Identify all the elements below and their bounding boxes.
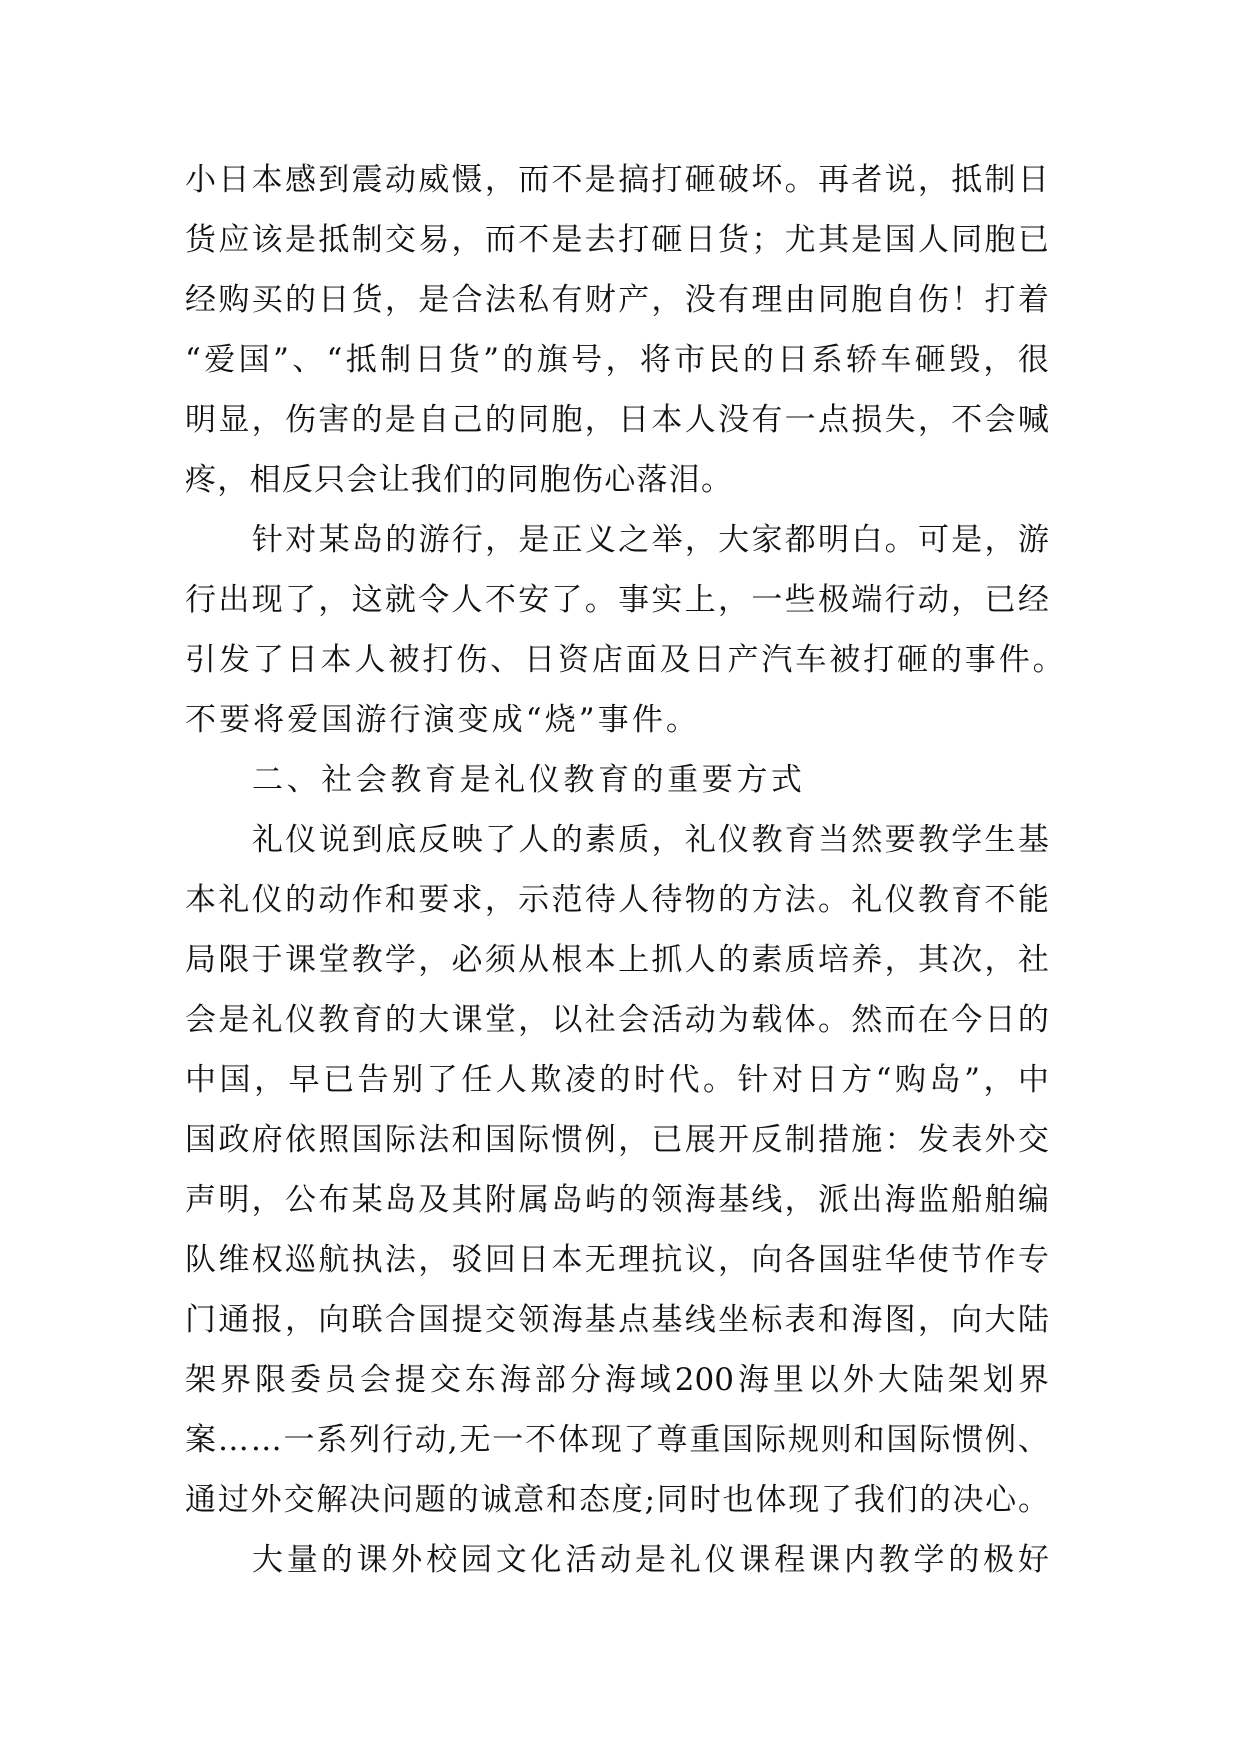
- text-line: [0, 330, 1241, 390]
- line-text: 不 要 将 爱 国 游 行 演 变 成 “ 烧 ” 事 件 。: [185, 702, 697, 738]
- text-line: [0, 870, 1241, 930]
- line-text: 局 限 于 课 堂 教 学 ， 必 须 从 根 本 上 抓 人 的 素 质 培 养 ， 其 次 ， 社: [185, 942, 1049, 978]
- line-text: 行 出 现 了 ， 这 就 令 人 不 安 了 。 事 实 上 ， 一 些 极 端 行 动 ， 已 经: [185, 582, 1049, 618]
- line-text: 小 日 本 感 到 震 动 威 慑 ， 而 不 是 搞 打 砸 破 坏 。 再 者 说 ， 抵 制 日: [185, 162, 1049, 198]
- text-line: [0, 390, 1241, 450]
- line-text: 案 … … 一 系 列 行 动 , 无 一 不 体 现 了 尊 重 国 际 规 则 和 国 际 惯 例 、: [185, 1422, 1049, 1458]
- heading-text: 二 、 社 会 教 育 是 礼 仪 教 育 的 重 要 方 式: [252, 762, 802, 798]
- text-line: [0, 1050, 1241, 1110]
- line-text: “ 爱 国 ” 、 “ 抵 制 日 货 ” 的 旗 号 ， 将 市 民 的 日 系 轿 车 砸 毁 ， 很: [185, 342, 1049, 378]
- line-text: 本 礼 仪 的 动 作 和 要 求 ， 示 范 待 人 待 物 的 方 法 。 礼 仪 教 育 不 能: [185, 882, 1049, 918]
- text-line: [0, 450, 1241, 510]
- text-line: [0, 270, 1241, 330]
- text-line: [0, 1530, 1241, 1590]
- section-heading: [0, 750, 1241, 810]
- line-text: 中 国 ， 早 已 告 别 了 任 人 欺 凌 的 时 代 。 针 对 日 方 “ 购 岛 ” ， 中: [185, 1062, 1049, 1098]
- text-line: [0, 930, 1241, 990]
- text-line: [0, 810, 1241, 870]
- text-line: [0, 1410, 1241, 1470]
- line-text: 架 界 限 委 员 会 提 交 东 海 部 分 海 域 200 海 里 以 外 大 陆 架 划 界: [185, 1362, 1049, 1398]
- line-text: 经 购 买 的 日 货 ， 是 合 法 私 有 财 产 ， 没 有 理 由 同 胞 自 伤 ！ 打 着: [185, 282, 1049, 318]
- line-text: 门 通 报 ， 向 联 合 国 提 交 领 海 基 点 基 线 坐 标 表 和 海 图 ， 向 大 陆: [185, 1302, 1049, 1338]
- line-text: 通 过 外 交 解 决 问 题 的 诚 意 和 态 度 ; 同 时 也 体 现 了 我 们 的 决 心 。: [185, 1482, 1049, 1518]
- line-text: 针 对 某 岛 的 游 行 ， 是 正 义 之 举 ， 大 家 都 明 白 。 可 是 ， 游: [252, 522, 1049, 558]
- text-line: [0, 210, 1241, 270]
- text-line: [0, 570, 1241, 630]
- line-text: 货 应 该 是 抵 制 交 易 ， 而 不 是 去 打 砸 日 货 ； 尤 其 是 国 人 同 胞 已: [185, 222, 1049, 258]
- text-line: [0, 510, 1241, 570]
- line-text: 明 显 ， 伤 害 的 是 自 己 的 同 胞 ， 日 本 人 没 有 一 点 损 失 ， 不 会 喊: [185, 402, 1049, 438]
- text-line: [0, 150, 1241, 210]
- line-text: 声 明 ， 公 布 某 岛 及 其 附 属 岛 屿 的 领 海 基 线 ， 派 出 海 监 船 舶 编: [185, 1182, 1049, 1218]
- line-text: 引 发 了 日 本 人 被 打 伤 、 日 资 店 面 及 日 产 汽 车 被 打 砸 的 事 件 。: [185, 642, 1064, 678]
- line-text: 大 量 的 课 外 校 园 文 化 活 动 是 礼 仪 课 程 课 内 教 学 的 极 好: [252, 1542, 1049, 1578]
- line-text: 国 政 府 依 照 国 际 法 和 国 际 惯 例 ， 已 展 开 反 制 措 施 ： 发 表 外 交: [185, 1122, 1049, 1158]
- text-line: [0, 1110, 1241, 1170]
- text-line: [0, 630, 1241, 690]
- text-line: [0, 1230, 1241, 1290]
- line-text: 礼 仪 说 到 底 反 映 了 人 的 素 质 ， 礼 仪 教 育 当 然 要 教 学 生 基: [252, 822, 1049, 858]
- text-line: [0, 1470, 1241, 1530]
- text-line: [0, 1170, 1241, 1230]
- text-line: [0, 690, 1241, 750]
- text-line: [0, 1290, 1241, 1350]
- text-line: [0, 990, 1241, 1050]
- line-text: 疼 ， 相 反 只 会 让 我 们 的 同 胞 伤 心 落 泪 。: [185, 462, 732, 498]
- text-line: [0, 1350, 1241, 1410]
- line-text: 队 维 权 巡 航 执 法 ， 驳 回 日 本 无 理 抗 议 ， 向 各 国 驻 华 使 节 作 专: [185, 1242, 1049, 1278]
- line-text: 会 是 礼 仪 教 育 的 大 课 堂 ， 以 社 会 活 动 为 载 体 。 然 而 在 今 日 的: [185, 1002, 1049, 1038]
